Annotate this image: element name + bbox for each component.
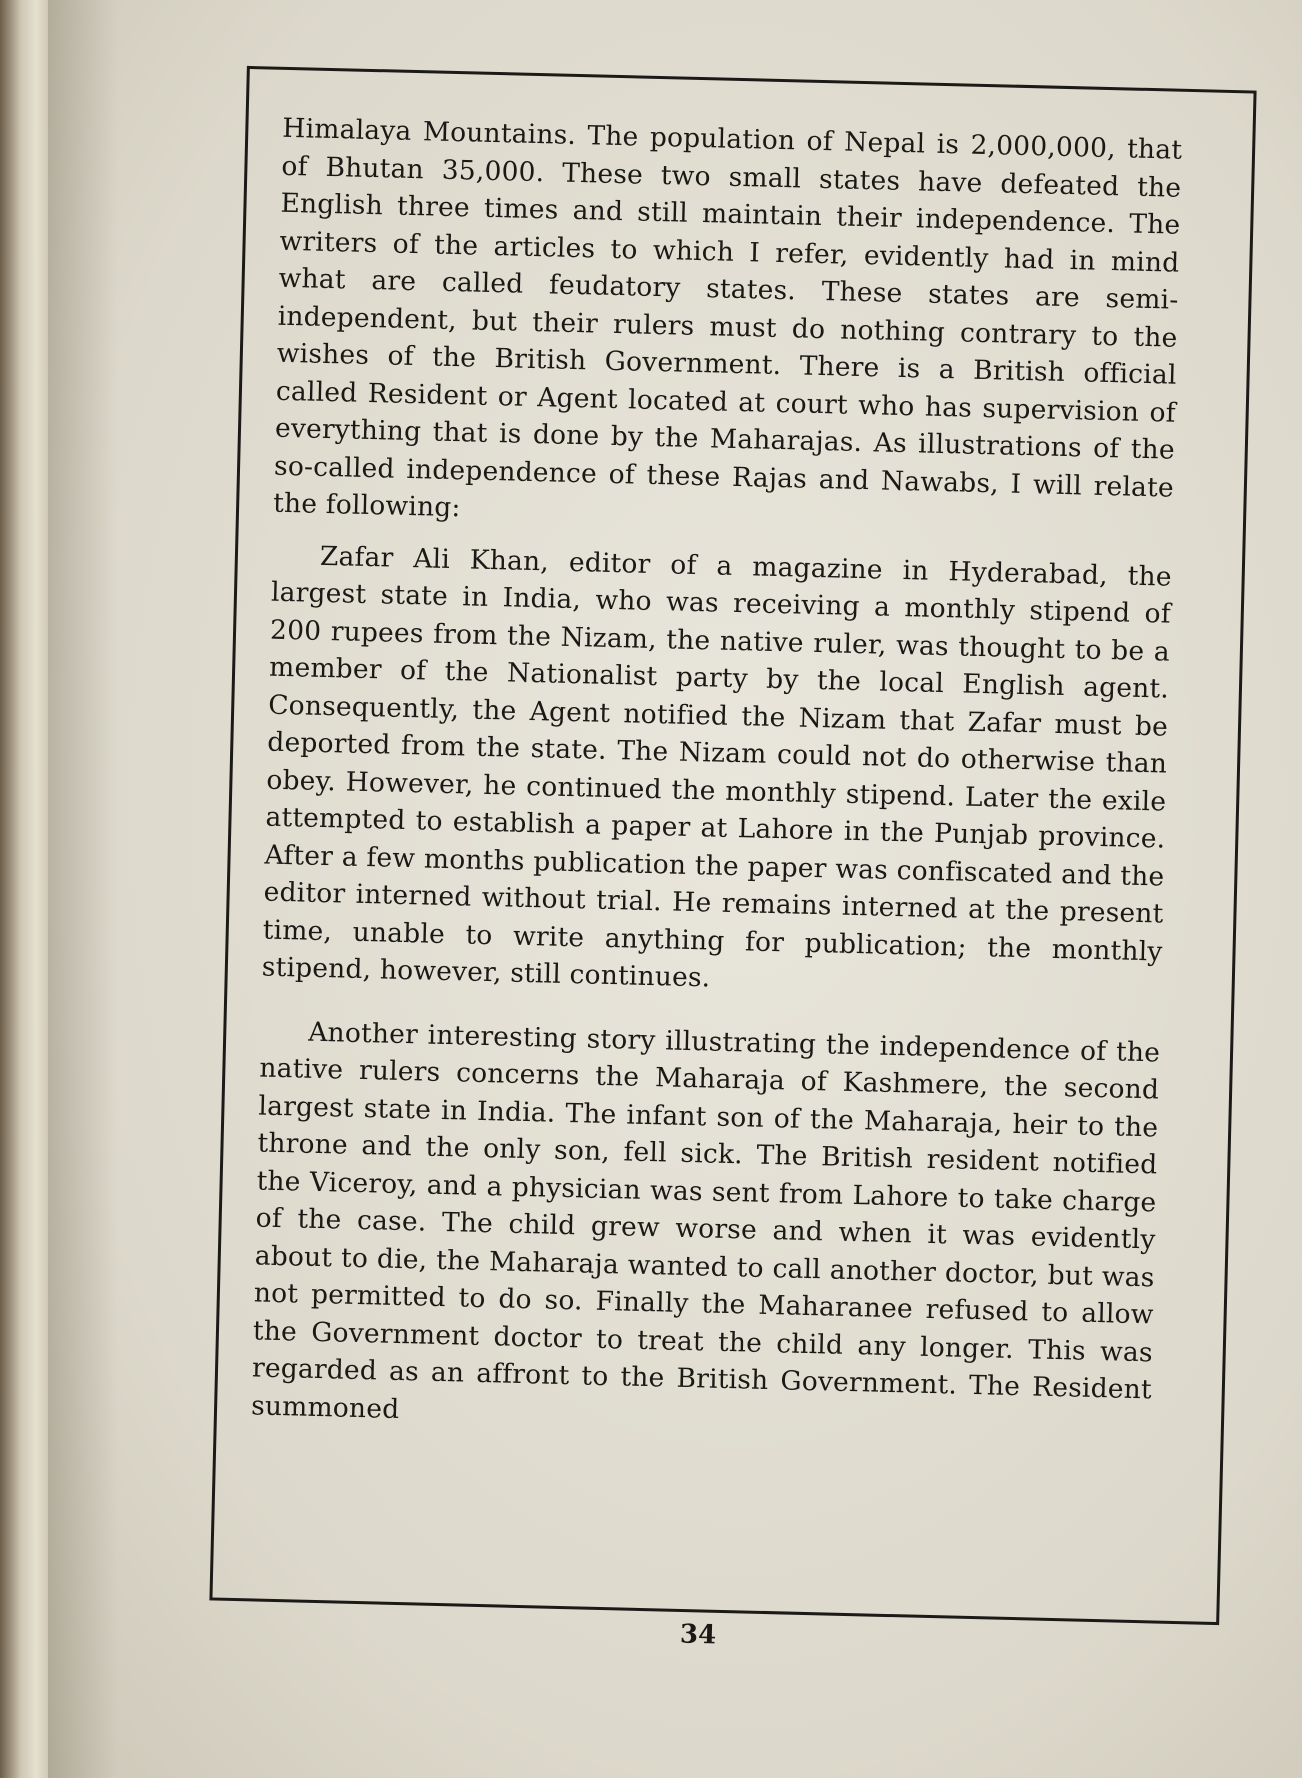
paragraph-zafar-ali-khan: Zafar Ali Khan, editor of a magazine in Hyderabad, the largest state in India, who was receiving a monthly stipend of 200 rupees from the Nizam, the native ruler, was thought to be a member of the Nationalist party by the local English agent. Consequently, the Agent notified the Nizam that Zafar must be deported from the state. The Nizam could not do otherwise than obey. However, he continued the monthly stipend. Later the exile attempted to establish a paper at Lahore in the Punjab province. After a few months publication the paper was confiscated and the editor interned without trial. He remains interned at the present time, unable to write anything for publication; the monthly stipend, however, still continues. bbox=[261, 540, 1173, 994]
text-frame-border bbox=[209, 66, 1256, 1625]
paragraph-continuation: Himalaya Mountains. The population of Nepal is 2,000,000, that of Bhutan 35,000. These two small states have defeated the English three times and still maintain their independence. The writers of the articles to which I refer, evidently had in mind what are called feudatory states. These states are semi-independent, but their rulers must do nothing contrary to the wishes of the British Government. There is a British official called Resident or Agent located at court who has supervision of everything that is done by the Maharajas. As illustrations of the so-called independence of these Rajas and Nawabs, I will relate the following: bbox=[272, 112, 1183, 524]
page-gutter-shadow bbox=[48, 0, 118, 1778]
page-number: 34 bbox=[679, 1619, 717, 1651]
page-text-body bbox=[250, 110, 1182, 1461]
paragraph-maharaja-kashmere: Another interesting story illustrating the independence of the native rulers concerns the Maharaja of Kashmere, the second largest state in India. The infant son of the Maharaja, heir to the throne and the only son, fell sick. The British resident notified the Viceroy, and a physician was sent from Lahore to take charge of the case. The child grew worse and when it was evidently about to die, the Maharaja wanted to call another doctor, but was not permitted to do so. Finally the Maharanee refused to allow the Government doctor to treat the child any longer. This was regarded as an affront to the British Government. The Resident summoned bbox=[250, 1016, 1161, 1425]
